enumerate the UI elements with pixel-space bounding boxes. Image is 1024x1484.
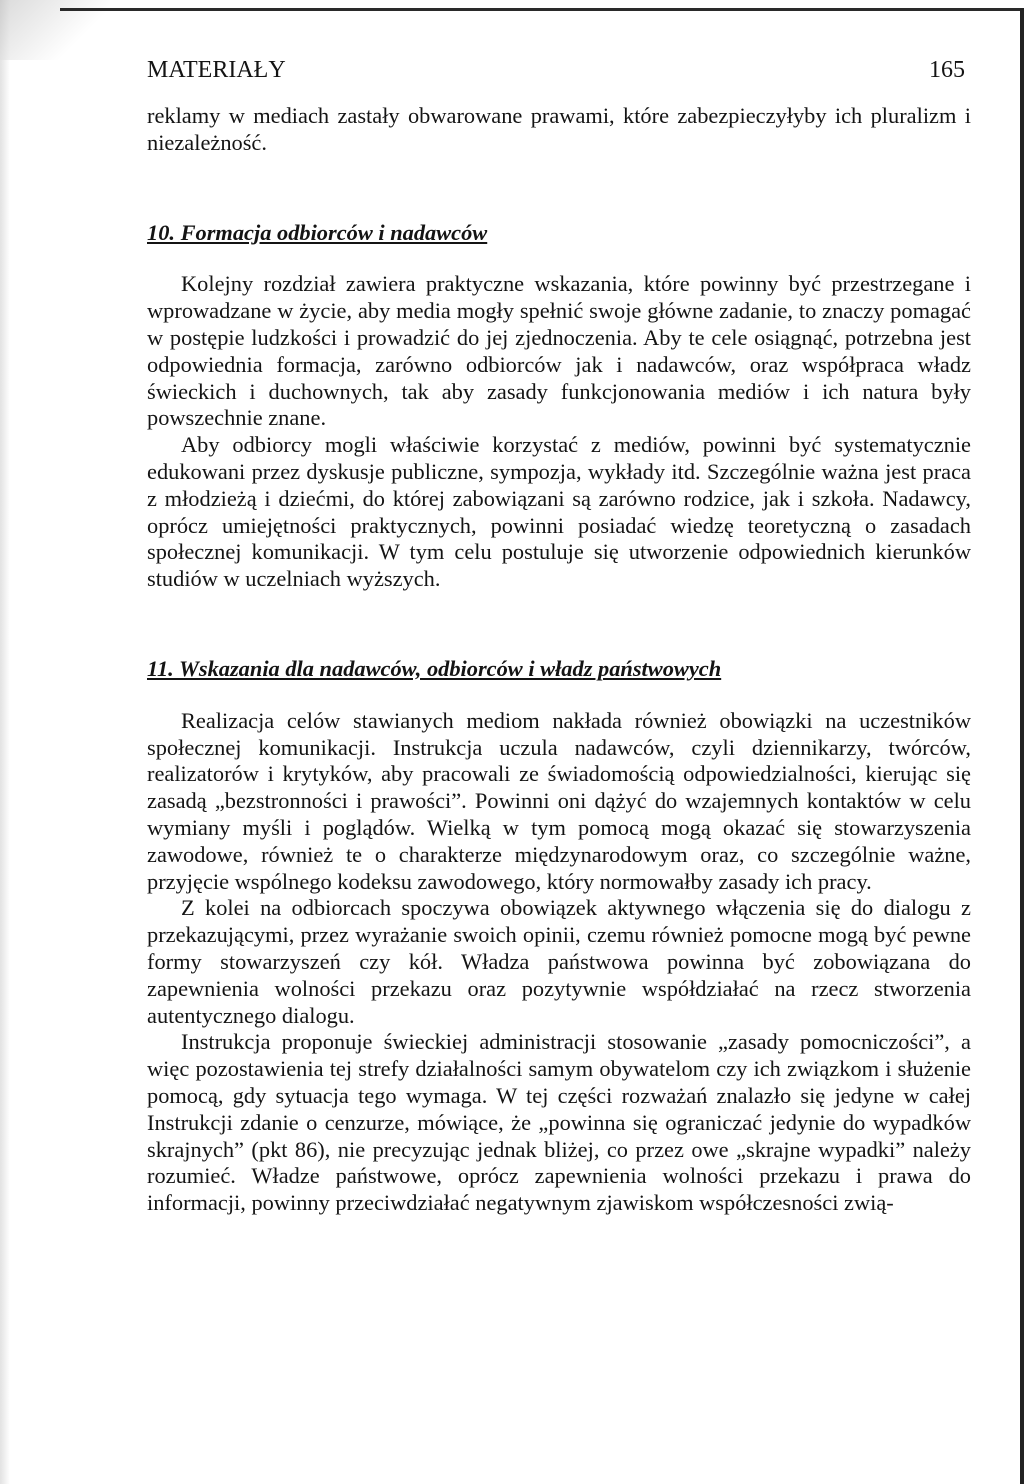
- section-11-paragraph: Realizacja celów stawianych mediom nakłada również obowiązki na uczestników społecznej komunikacji. Instrukcja uczula nadawców, czyli dziennikarzy, twórców, realizatorów i krytyków, aby pracowali ze świadomością odpowiedzialności, kierując się zasadą „bezstronności i prawości”. Powinni oni dążyć do wzajemnych kontaktów w celu wymiany myśli i poglądów. Wielką w tym pomocą mogą okazać się stowarzyszenia zawodowe, również te o charakterze międzynarodowym oraz, co szczególnie ważne, przyjęcie wspólnego kodeksu zawodowego, który normowałby zasady ich pracy.: [147, 707, 971, 894]
- scan-left-shadow: [0, 0, 10, 1484]
- running-header: [147, 52, 965, 88]
- section-11-paragraph: Z kolei na odbiorcach spoczywa obowiązek aktywnego włączenia się do dialogu z przekazującymi, przez wyrażanie swoich opinii, czemu również pomocne mogą być pewne formy stowarzyszeń czy kół. Władza państwowa powinna być zobowiązana do zapewnienia wolności przekazu oraz pozytywnie współdziałać na rzecz stworzenia autentycznego dialogu.: [147, 895, 971, 1028]
- section-11-heading: 11. Wskazania dla nadawców, odbiorców i władz państwowych: [147, 655, 722, 681]
- intro-paragraph: reklamy w mediach zastały obwarowane prawami, które zabezpieczyłyby ich pluralizm i niezależność.: [147, 103, 971, 155]
- page-number: 165: [929, 57, 965, 83]
- section-10-paragraph: Aby odbiorcy mogli właściwie korzystać z mediów, powinni być systematycznie edukowani przez dyskusje publiczne, sympozja, wykłady itd. Szczególnie ważna jest praca z młodzieżą i dziećmi, do której zabowiązani są zarówno rodzice, jak i szkoła. Nadawcy, oprócz umiejętności praktycznych, powinni posiadać wiedzę teoretyczną o zasadach społecznej komunikacji. W tym celu postuluje się utworzenie odpowiednich kierunków studiów w uczelniach wyższych.: [147, 432, 971, 592]
- section-10-paragraph: Kolejny rozdział zawiera praktyczne wskazania, które powinny być przestrzegane i wprowadzane w życie, aby media mogły spełnić swoje główne zadanie, to znaczy pomagać w postępie ludzkości i prowadzić do jej zjednoczenia. Aby te cele osiągnąć, potrzebna jest odpowiednia formacja, zarówno odbiorców jak i nadawców, oraz współpraca władz świeckich i duchownych, tak aby zasady funkcjonowania mediów i ich natura były powszechnie znane.: [147, 271, 971, 431]
- running-head-title: MATERIAŁY: [147, 57, 286, 83]
- section-11-body: [147, 708, 971, 1217]
- scan-right-edge: [1020, 8, 1024, 1484]
- section-11-paragraph: Instrukcja proponuje świeckiej administracji stosowanie „zasady pomocniczości”, a więc pozostawienia tej strefy działalności samym obywatelom czy ich związkom i służenie pomocą, gdy sytuacja tego wymaga. W tej części rozważań znalazło się jedyne w całej Instrukcji zdanie o cenzurze, mówiące, że „powinna się ograniczać jedynie do wypadków skrajnych” (pkt 86), nie precyzując jednak bliżej, co przez owe „skrajne wypadki” należy rozumieć. Władze państwowe, oprócz zapewnienia wolności przekazu i prawa do informacji, powinny przeciwdziałać negatywnym zjawiskom współczesności zwią-: [147, 1029, 971, 1216]
- page-body: [147, 103, 971, 1217]
- section-10-body: [147, 271, 971, 593]
- section-10-heading: 10. Formacja odbiorców i nadawców: [147, 219, 488, 245]
- scan-top-edge: [60, 8, 1024, 11]
